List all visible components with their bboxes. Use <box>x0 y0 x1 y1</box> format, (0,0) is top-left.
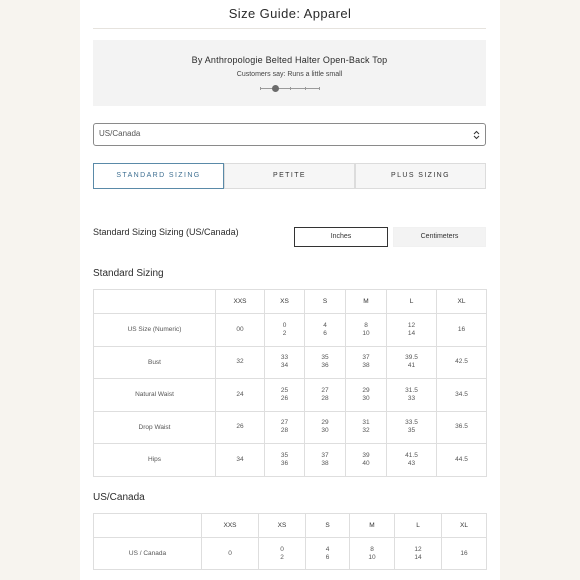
size-value: 33 <box>407 394 416 402</box>
size-cell <box>387 379 437 412</box>
size-cell <box>216 314 265 347</box>
size-value: 0 <box>280 545 284 553</box>
size-value: 2 <box>280 553 284 561</box>
column-header: S <box>305 290 346 314</box>
size-value: 30 <box>362 394 370 402</box>
size-value: 35 <box>280 451 289 459</box>
size-value: 43 <box>407 459 416 467</box>
column-header: XL <box>442 514 487 538</box>
fit-scale-tick <box>260 87 261 90</box>
size-value: 33.5 <box>405 419 418 427</box>
size-cell <box>346 379 387 412</box>
size-value: 8 <box>364 321 368 329</box>
size-value: 34.5 <box>455 390 468 398</box>
size-value: 16 <box>457 325 466 333</box>
size-cell <box>216 444 265 477</box>
size-cell <box>437 379 487 412</box>
size-value: 39 <box>362 451 370 459</box>
size-value: 27 <box>280 419 289 427</box>
column-header: L <box>387 290 437 314</box>
size-value: 8 <box>370 545 374 553</box>
size-cell <box>437 346 487 379</box>
size-cell <box>346 411 387 444</box>
size-cell <box>387 314 437 347</box>
column-header: XXS <box>202 514 259 538</box>
page-title: Size Guide: Apparel <box>228 6 352 21</box>
size-value: 40 <box>362 459 370 467</box>
size-value: 14 <box>407 329 416 337</box>
column-header: M <box>350 514 395 538</box>
size-cell <box>265 444 305 477</box>
size-cell <box>265 346 305 379</box>
size-value: 0 <box>282 321 287 329</box>
size-value: 38 <box>362 362 370 370</box>
size-cell <box>202 538 259 570</box>
size-cell <box>265 379 305 412</box>
size-cell <box>216 346 265 379</box>
column-header: XS <box>259 514 306 538</box>
size-cell <box>265 314 305 347</box>
size-value: 34 <box>236 455 244 463</box>
size-cell <box>305 314 346 347</box>
column-header: XS <box>265 290 305 314</box>
fit-scale-marker <box>272 85 279 92</box>
size-cell <box>305 444 346 477</box>
inches-button[interactable]: Inches <box>294 227 388 247</box>
size-value: 12 <box>407 321 416 329</box>
size-value: 34 <box>280 362 289 370</box>
row-label: Natural Waist <box>94 379 216 412</box>
size-value: 0 <box>228 549 232 557</box>
table-row <box>94 411 487 444</box>
row-label: Drop Waist <box>94 411 216 444</box>
size-value: 31.5 <box>405 386 418 394</box>
size-value: 30 <box>321 427 329 435</box>
size-cell <box>346 444 387 477</box>
size-cell <box>395 538 442 570</box>
column-header <box>94 290 216 314</box>
row-label: US Size (Numeric) <box>94 314 216 347</box>
fit-summary-box <box>93 40 486 106</box>
row-label: Bust <box>94 346 216 379</box>
size-cell <box>346 346 387 379</box>
size-value: 32 <box>362 427 370 435</box>
product-name: By Anthropologie Belted Halter Open-Back Top <box>191 55 388 65</box>
table-row <box>94 346 487 379</box>
size-value: 00 <box>236 325 244 333</box>
size-cell <box>216 379 265 412</box>
tab-standard-sizing[interactable]: STANDARD SIZING <box>93 163 224 189</box>
size-value: 26 <box>280 394 289 402</box>
size-value: 37 <box>321 451 329 459</box>
standard-sizing-heading: Standard Sizing <box>93 268 164 279</box>
row-label: US / Canada <box>94 538 202 570</box>
size-cell <box>346 314 387 347</box>
us-canada-heading: US/Canada <box>93 492 145 503</box>
size-cell <box>437 444 487 477</box>
size-value: 14 <box>414 553 422 561</box>
size-value: 2 <box>282 329 287 337</box>
size-value: 36.5 <box>455 423 468 431</box>
size-value: 41.5 <box>405 451 418 459</box>
size-value: 10 <box>368 553 376 561</box>
size-value: 16 <box>460 549 468 557</box>
fit-scale-tick <box>290 87 291 90</box>
size-value: 31 <box>362 419 370 427</box>
size-value: 44.5 <box>455 455 468 463</box>
chevron-up-down-icon <box>472 129 481 141</box>
column-header: M <box>346 290 387 314</box>
size-value: 32 <box>236 358 244 366</box>
size-cell <box>216 411 265 444</box>
us-canada-size-table <box>93 513 487 570</box>
size-cell <box>442 538 487 570</box>
size-cell <box>265 411 305 444</box>
size-value: 29 <box>362 386 370 394</box>
size-value: 26 <box>236 423 244 431</box>
size-value: 35 <box>407 427 416 435</box>
size-value: 36 <box>321 362 329 370</box>
title-divider <box>93 28 486 29</box>
centimeters-button[interactable]: Centimeters <box>393 227 486 247</box>
size-cell <box>387 346 437 379</box>
size-value: 10 <box>362 329 370 337</box>
region-select[interactable] <box>93 123 486 146</box>
size-value: 33 <box>280 354 289 362</box>
size-cell <box>437 314 487 347</box>
column-header <box>94 514 202 538</box>
size-cell <box>305 379 346 412</box>
size-cell <box>350 538 395 570</box>
table-row <box>94 379 487 412</box>
size-value: 41 <box>407 362 416 370</box>
size-value: 27 <box>321 386 329 394</box>
size-value: 6 <box>325 553 330 561</box>
size-value: 42.5 <box>455 358 468 366</box>
size-value: 39.5 <box>405 354 418 362</box>
size-cell <box>387 411 437 444</box>
column-header: L <box>395 514 442 538</box>
table-row <box>94 538 487 570</box>
fit-scale <box>260 86 320 92</box>
tab-petite[interactable]: PETITE <box>224 163 355 189</box>
size-value: 28 <box>280 427 289 435</box>
size-cell <box>387 444 437 477</box>
size-cell <box>306 538 350 570</box>
table-row <box>94 314 487 347</box>
row-label: Hips <box>94 444 216 477</box>
size-cell <box>437 411 487 444</box>
column-header: XXS <box>216 290 265 314</box>
size-value: 36 <box>280 459 289 467</box>
size-cell <box>305 346 346 379</box>
size-value: 35 <box>321 354 329 362</box>
size-value: 24 <box>236 390 244 398</box>
size-value: 4 <box>325 545 330 553</box>
standard-sizing-table <box>93 289 487 477</box>
size-value: 6 <box>323 329 327 337</box>
fit-scale-tick <box>305 87 306 90</box>
size-value: 38 <box>321 459 329 467</box>
column-header: S <box>306 514 350 538</box>
units-section-label: Standard Sizing Sizing (US/Canada) <box>93 227 239 237</box>
column-header: XL <box>437 290 487 314</box>
size-cell <box>305 411 346 444</box>
size-value: 28 <box>321 394 329 402</box>
table-row <box>94 444 487 477</box>
tab-plus-sizing[interactable]: PLUS SIZING <box>355 163 486 189</box>
size-value: 25 <box>280 386 289 394</box>
size-value: 4 <box>323 321 327 329</box>
size-value: 12 <box>414 545 422 553</box>
size-value: 29 <box>321 419 329 427</box>
region-select-value: US/Canada <box>99 129 141 138</box>
size-cell <box>259 538 306 570</box>
fit-scale-tick <box>319 87 320 90</box>
fit-feedback-text: Customers say: Runs a little small <box>236 71 343 78</box>
size-value: 37 <box>362 354 370 362</box>
